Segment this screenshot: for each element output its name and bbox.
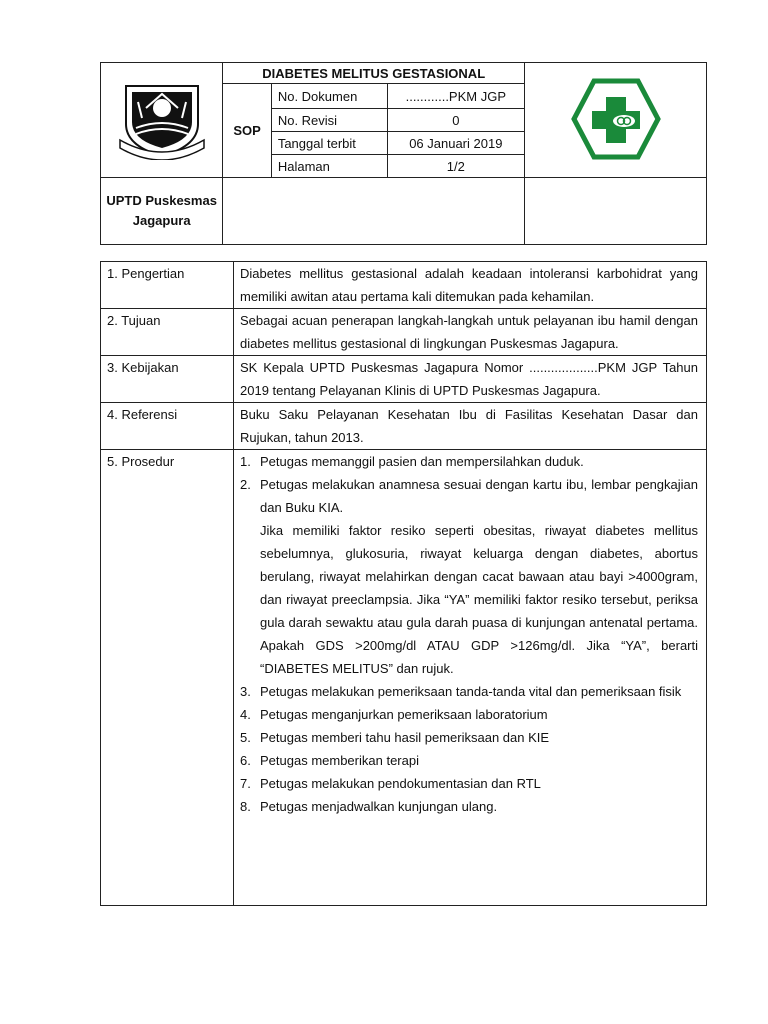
procedure-step-2-extra: Jika memiliki faktor resiko seperti obesitas, riwayat diabetes mellitus sebelumnya, glukosuria, riwayat keluarga dengan diabetes, abortus berulang, riwayat melahirkan dengan cacat bawaan atau bayi >4000gram, dan riwayat preeclampsia. Jika “YA” memiliki faktor resiko tersebut, periksa gula darah sewaktu atau gula darah puasa di kunjungan antenatal pertama. Apakah GDS >200mg/dl ATAU GDP >126mg/dl. Jika “YA”, berarti “DIABETES MELITUS” dan rujuk. [260, 523, 698, 676]
tujuan-text: Sebagai acuan penerapan langkah-langkah untuk pelayanan ibu hamil dengan diabetes mellitus gestasional di lingkungan Puskesmas Jagapura. [240, 313, 698, 351]
table-row [101, 309, 707, 356]
left-logo-cell [101, 63, 223, 178]
table-row [101, 356, 707, 403]
list-item: 5. Petugas memberi tahu hasil pemeriksaan dan KIE [240, 730, 550, 745]
pengertian-text: Diabetes mellitus gestasional adalah keadaan intoleransi karbohidrat yang memiliki awitan atau pertama kali ditemukan pada kehamilan. [240, 266, 698, 304]
section-text-tujuan [234, 309, 707, 356]
procedure-step-6: Petugas memberikan terapi [260, 753, 419, 768]
header-table [100, 62, 707, 245]
procedure-step-4: Petugas menganjurkan pemeriksaan laboratorium [260, 707, 548, 722]
list-item: 3. Petugas melakukan pemeriksaan tanda-tanda vital dan pemeriksaan fisik [240, 684, 682, 699]
section-text-referensi [234, 403, 707, 450]
meta-value-tanggal-terbit: 06 Januari 2019 [387, 132, 524, 155]
section-text-kebijakan [234, 356, 707, 403]
section-label-prosedur: 5. Prosedur [101, 450, 234, 906]
unit-name-line2: Jagapura [132, 213, 191, 228]
document-title: DIABETES MELITUS GESTASIONAL [223, 63, 525, 84]
meta-label-no-dokumen: No. Dokumen [271, 84, 387, 109]
list-item: 6. Petugas memberikan terapi [240, 753, 419, 768]
unit-name [101, 178, 223, 245]
procedure-step-1: Petugas memanggil pasien dan mempersilahkan duduk. [260, 454, 584, 469]
regency-emblem-icon [116, 78, 208, 160]
table-row [101, 450, 707, 906]
list-item: 7. Petugas melakukan pendokumentasian dan RTL [240, 776, 541, 791]
table-row [101, 403, 707, 450]
section-label-referensi: 4. Referensi [101, 403, 234, 450]
section-text-pengertian [234, 262, 707, 309]
meta-value-no-revisi: 0 [387, 109, 524, 132]
section-label-pengertian: 1. Pengertian [101, 262, 234, 309]
section-label-kebijakan: 3. Kebijakan [101, 356, 234, 403]
unit-name-line1: UPTD Puskesmas [106, 193, 217, 208]
procedure-steps [240, 450, 698, 818]
header-empty-cell [223, 178, 525, 245]
sop-content-table [100, 261, 707, 906]
section-label-tujuan: 2. Tujuan [101, 309, 234, 356]
kebijakan-text: SK Kepala UPTD Puskesmas Jagapura Nomor ...................PKM JGP Tahun 2019 tentang Pelayanan Klinis di UPTD Puskesmas Jagapura. [240, 360, 698, 398]
procedure-step-8: Petugas menjadwalkan kunjungan ulang. [260, 799, 498, 814]
list-item: 8. Petugas menjadwalkan kunjungan ulang. [240, 799, 498, 814]
list-item: 4. Petugas menganjurkan pemeriksaan laboratorium [240, 707, 548, 722]
procedure-step-2: Petugas melakukan anamnesa sesuai dengan kartu ibu, lembar pengkajian dan Buku KIA. [260, 477, 698, 515]
section-text-prosedur [234, 450, 707, 906]
procedure-step-7: Petugas melakukan pendokumentasian dan RTL [260, 776, 541, 791]
meta-label-halaman: Halaman [271, 155, 387, 178]
puskesmas-cross-logo-icon [570, 77, 662, 161]
table-row [101, 262, 707, 309]
header-empty-right-cell [525, 178, 707, 245]
list-item: 1. Petugas memanggil pasien dan mempersilahkan duduk. [240, 454, 584, 469]
meta-label-tanggal-terbit: Tanggal terbit [271, 132, 387, 155]
sop-label: SOP [223, 84, 272, 178]
meta-label-no-revisi: No. Revisi [271, 109, 387, 132]
list-item: 2. Petugas melakukan anamnesa sesuai dengan kartu ibu, lembar pengkajian dan Buku KIA. Jika memiliki faktor resiko seperti obesitas, riwayat diabetes mellitus sebelumnya, glukosuria, riwayat keluarga dengan diabetes, abortus berulang, riwayat melahirkan dengan cacat bawaan atau bayi >4000gram, dan riwayat preeclampsia. Jika “YA” memiliki faktor resiko tersebut, periksa gula darah sewaktu atau gula darah puasa di kunjungan antenatal pertama. Apakah GDS >200mg/dl ATAU GDP >126mg/dl. Jika “YA”, berarti “DIABETES MELITUS” dan rujuk. [240, 473, 698, 680]
procedure-step-3: Petugas melakukan pemeriksaan tanda-tanda vital dan pemeriksaan fisik [260, 684, 682, 699]
procedure-step-5: Petugas memberi tahu hasil pemeriksaan dan KIE [260, 730, 550, 745]
meta-value-no-dokumen: ............PKM JGP [387, 84, 524, 109]
referensi-text: Buku Saku Pelayanan Kesehatan Ibu di Fasilitas Kesehatan Dasar dan Rujukan, tahun 2013. [240, 407, 698, 445]
meta-value-halaman: 1/2 [387, 155, 524, 178]
right-logo-cell [525, 63, 707, 178]
